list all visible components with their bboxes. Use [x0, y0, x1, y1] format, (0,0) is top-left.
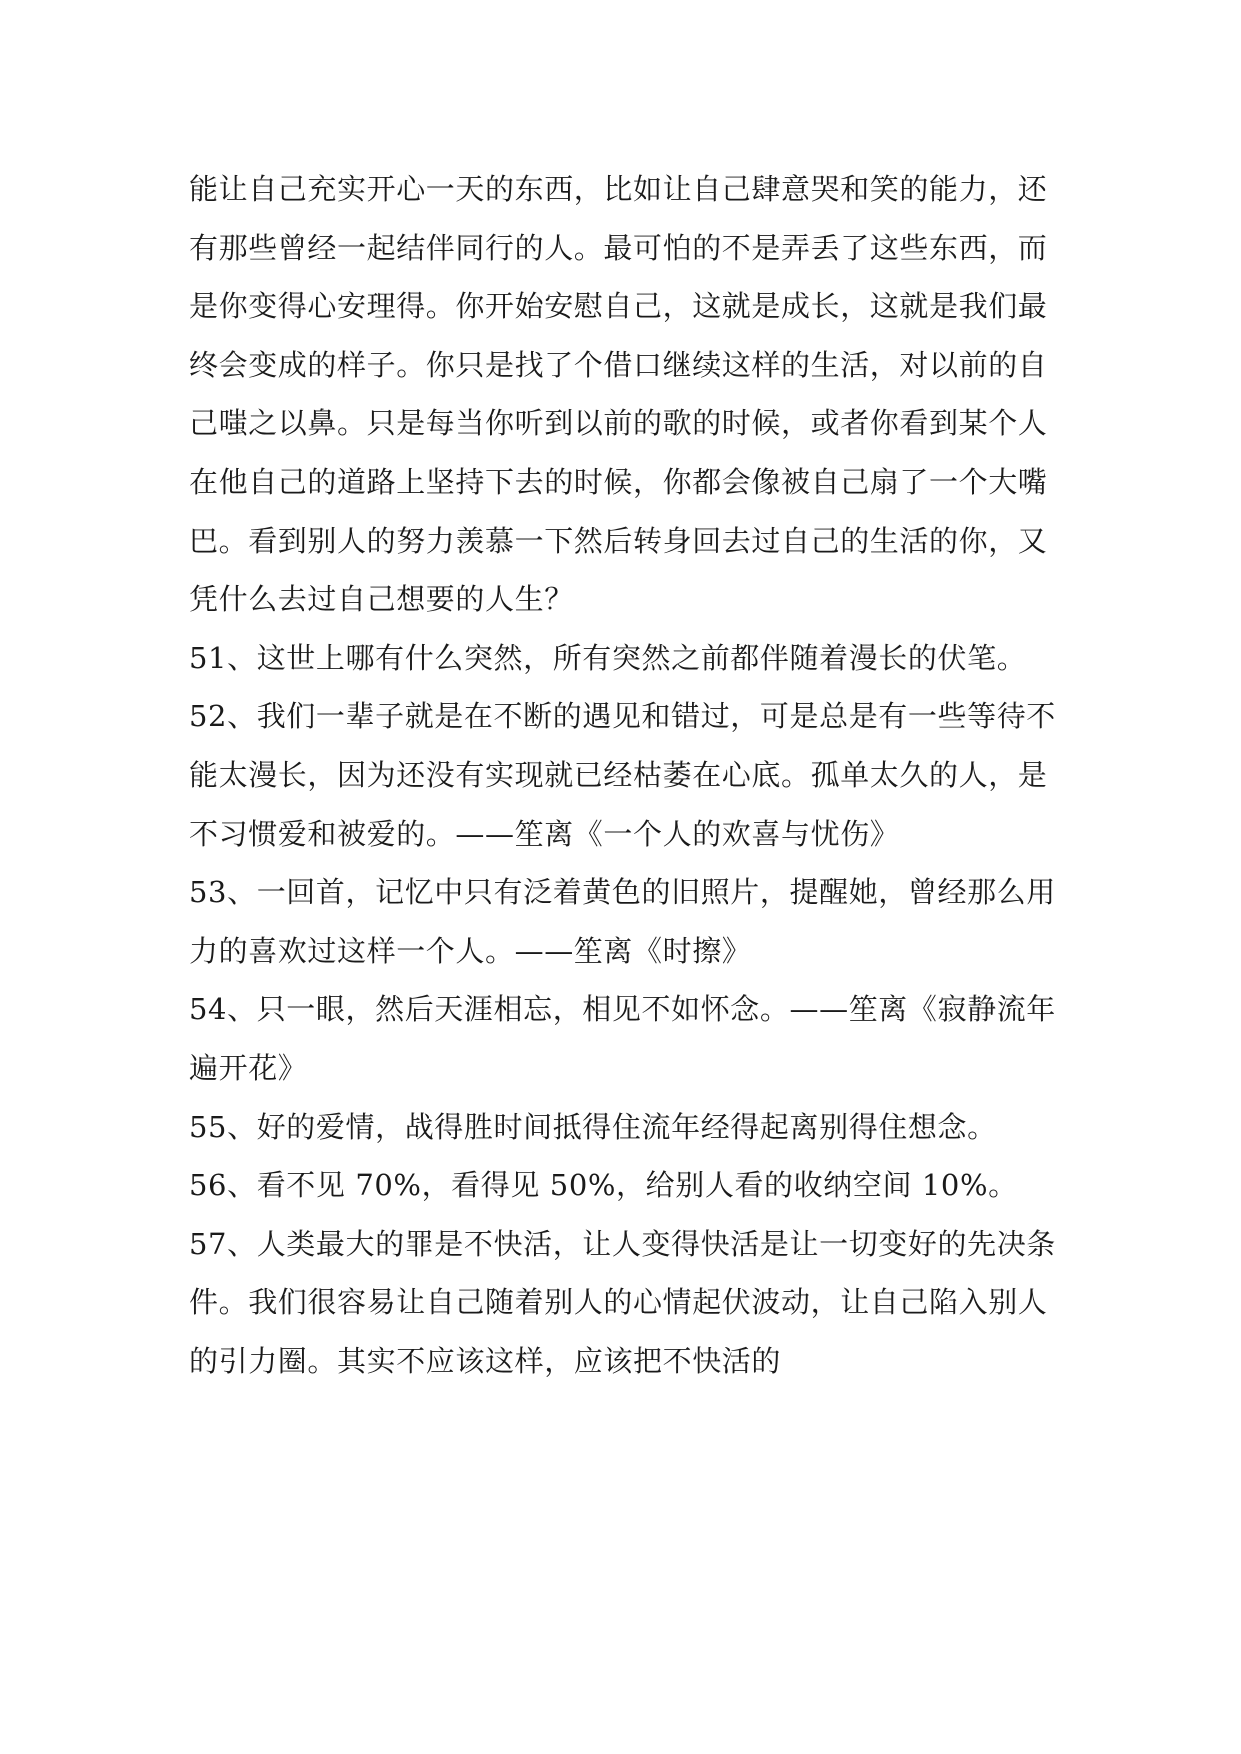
quote-57: 57、人类最大的罪是不快活，让人变得快活是让一切变好的先决条件。我们很容易让自己随着别人的心情起伏波动，让自己陷入别人的引力圈。其实不应该这样，应该把不快活的	[189, 1226, 1056, 1378]
quote-52: 52、我们一辈子就是在不断的遇见和错过，可是总是有一些等待不能太漫长，因为还没有实现就已经枯萎在心底。孤单太久的人，是不习惯爱和被爱的。——笙离《一个人的欢喜与忧伤》	[189, 699, 1056, 851]
quote-54: 54、只一眼，然后天涯相忘，相见不如怀念。——笙离《寂静流年遍开花》	[189, 992, 1056, 1085]
paragraph-continuation: 能让自己充实开心一天的东西，比如让自己肆意哭和笑的能力，还有那些曾经一起结伴同行的人。最可怕的不是弄丢了这些东西，而是你变得心安理得。你开始安慰自己，这就是成长，这就是我们最终会变成的样子。你只是找了个借口继续这样的生活，对以前的自己嗤之以鼻。只是每当你听到以前的歌的时候，或者你看到某个人在他自己的道路上坚持下去的时候，你都会像被自己扇了一个大嘴巴。看到别人的努力羡慕一下然后转身回去过自己的生活的你，又凭什么去过自己想要的人生？	[189, 172, 1048, 617]
quote-56: 56、看不见 70%，看得见 50%，给别人看的收纳空间 10%。	[189, 1168, 1018, 1203]
quote-53: 53、一回首，记忆中只有泛着黄色的旧照片，提醒她，曾经那么用力的喜欢过这样一个人。——笙离《时擦》	[189, 875, 1056, 968]
document-body	[189, 160, 1061, 1390]
quote-55: 55、好的爱情，战得胜时间抵得住流年经得起离别得住想念。	[189, 1109, 997, 1144]
quote-51: 51、这世上哪有什么突然，所有突然之前都伴随着漫长的伏笔。	[189, 640, 1027, 675]
